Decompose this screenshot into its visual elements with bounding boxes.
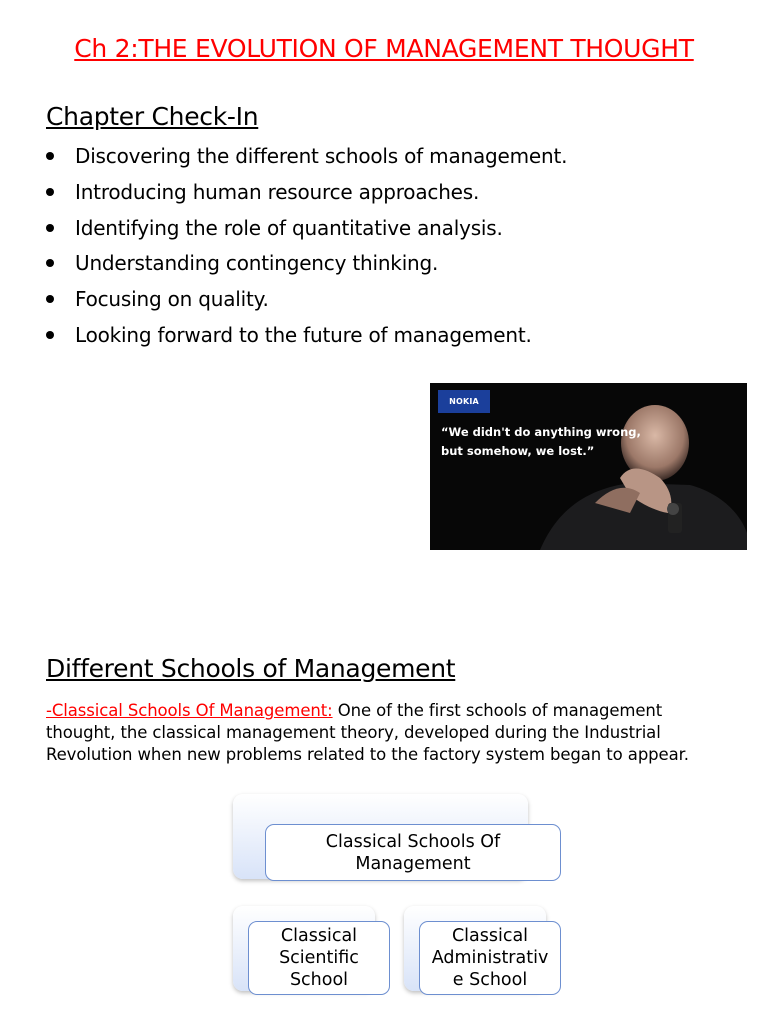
list-item — [46, 178, 567, 214]
list-item-text: Understanding contingency thinking. — [75, 251, 439, 276]
schools-heading: Different Schools of Management — [46, 654, 456, 683]
list-item — [46, 142, 567, 178]
list-item-text: Discovering the different schools of management. — [75, 144, 568, 168]
chapter-check-in-heading: Chapter Check-In — [46, 102, 259, 131]
bullet-icon — [46, 188, 54, 196]
nokia-press-photo — [430, 383, 747, 550]
nokia-logo: NOKIA — [438, 390, 490, 413]
list-item — [46, 321, 567, 357]
list-item-text: Identifying the role of quantitative analysis. — [75, 215, 503, 240]
administrative-school-box — [419, 921, 561, 995]
classical-schools-label: Classical Schools Of Management — [325, 831, 501, 874]
classical-schools-box — [265, 824, 561, 881]
classical-paragraph — [46, 700, 726, 766]
bullet-icon — [46, 152, 54, 160]
administrative-school-label: Classical Administrativ e School — [431, 926, 549, 990]
list-item — [46, 249, 567, 285]
list-item — [46, 214, 567, 250]
page-title: Ch 2:THE EVOLUTION OF MANAGEMENT THOUGHT — [74, 34, 694, 63]
bullet-icon — [46, 331, 54, 339]
check-in-list — [46, 142, 567, 357]
list-item — [46, 285, 567, 321]
bullet-icon — [46, 295, 54, 303]
scientific-school-box — [248, 921, 390, 995]
photo-quote: “We didn't do anything wrong, but somehow, we lost.” — [441, 425, 641, 458]
classical-body: One of the first schools of management thought, the classical management theory, developed during the Industrial Revolution when new problems related to the factory system began to appear. — [46, 701, 689, 764]
scientific-school-label: Classical Scientific School — [279, 926, 359, 990]
list-item-text: Focusing on quality. — [75, 287, 269, 312]
classical-lead: -Classical Schools Of Management: — [46, 701, 333, 720]
bullet-icon — [46, 259, 54, 267]
bullet-icon — [46, 224, 54, 232]
list-item-text: Looking forward to the future of management. — [75, 322, 532, 347]
list-item-text: Introducing human resource approaches. — [75, 179, 480, 204]
